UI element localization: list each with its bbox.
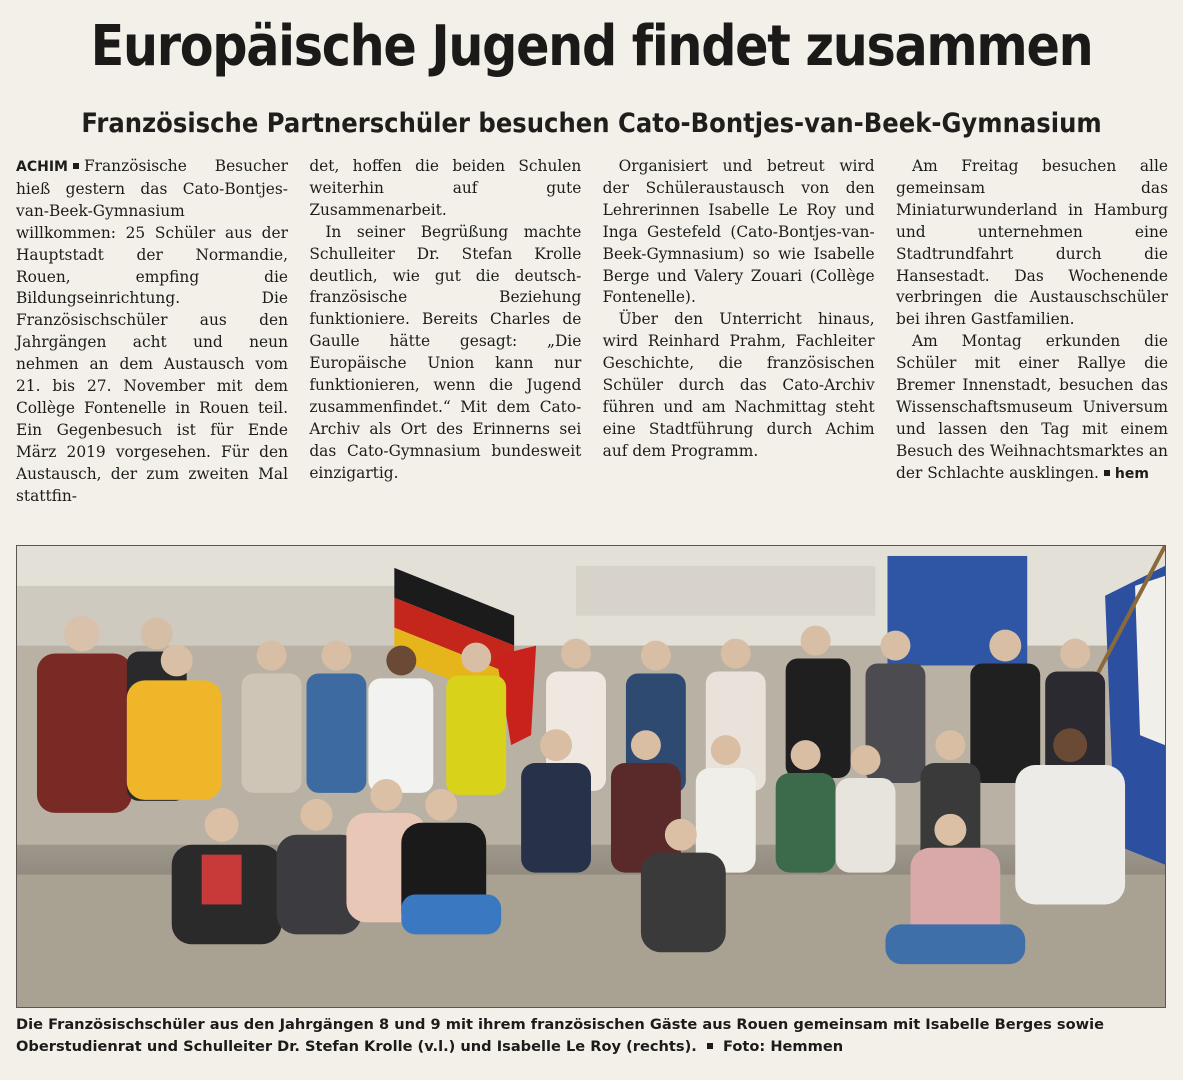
subheadline: Französische Partnerschüler besuchen Cato-Bontjes-van-Beek-Gymnasium (81, 108, 1102, 139)
headline: Europäische Jugend findet zusammen (90, 14, 1093, 79)
bullet-square-icon (707, 1043, 713, 1049)
paragraph: Am Freitag besuchen alle gemeinsam das Miniaturwunderland in Hamburg und unternehmen eine Stadtrundfahrt durch die Hansestadt. Das Wochenende verbringen die Austauschschüler bei ihren Gastfamilien. (895, 157, 1168, 329)
paragraph: Über den Unterricht hinaus, wird Reinhard Prahm, Fachleiter Geschichte, die französischen Schüler durch das Cato-Archiv führen und am Nachmittag steht eine Stadtführung durch Achim auf dem Programm. (602, 310, 875, 460)
bullet-square-icon (73, 163, 79, 169)
ceiling-panel (576, 566, 875, 616)
article-column-2 (309, 156, 581, 528)
paragraph: In seiner Begrüßung machte Schulleiter Dr. Stefan Krolle deutlich, wie gut die deutsch-französische Beziehung funktioniere. Bereits Charles de Gaulle hätte gesagt: „Die Europäische Union kann nur funktionieren, wenn die Jugend zusammenfindet.“ Mit dem Cato-Archiv als Ort des Erinnerns sei das Cato-Gymnasium bundesweit einzigartig. (309, 222, 582, 482)
bullet-square-icon (1104, 470, 1110, 476)
group-photo (16, 545, 1166, 1008)
paragraph: Am Montag erkunden die Schüler mit einer Rallye die Bremer Innenstadt, besuchen das Wissenschaftsmuseum Universum und lassen den Tag mit einem Besuch des Weihnachtsmarktes an der Schlachte ausklingen. (895, 332, 1168, 482)
article-column-1 (16, 156, 288, 528)
photo-credit: Foto: Hemmen (723, 1038, 844, 1055)
author-initials: hem (1114, 465, 1149, 482)
paragraph: det, hoffen die beiden Schulen weiterhin auf gute Zusammenarbeit. (309, 157, 582, 219)
paragraph: Französische Besucher hieß gestern das Cato-Bontjes-van-Beek-Gymnasium willkommen: 25 Schüler aus der Hauptstadt der Normandie, Rouen, empfing die Bildungseinrichtung. Die Französischschüler aus den Jahrgängen acht und neun nehmen an dem Austausch vom 21. bis 27. November mit dem Collège Fontenelle in Rouen teil. Ein Gegenbesuch ist für Ende März 2019 vorgesehen. Für den Austausch, der zum zweiten Mal stattfin- (16, 157, 288, 505)
photo-caption (16, 1014, 1166, 1058)
article-body (16, 156, 1168, 528)
dateline: ACHIM (16, 159, 68, 175)
article-column-3 (603, 156, 875, 528)
paragraph: Organisiert und betreut wird der Schüleraustausch von den Lehrerinnen Isabelle Le Roy und Inga Gestefeld (Cato-Bontjes-van-Beek-Gymnasium) so wie Isabelle Berge und Valery Zouari (Collège Fontenelle). (602, 157, 875, 307)
caption-text: Die Französischschüler aus den Jahrgängen 8 und 9 mit ihrem französischen Gäste aus Rouen gemeinsam mit Isabelle Berges sowie Oberstudienrat und Schulleiter Dr. Stefan Krolle (v.l.) und Isabelle Le Roy (rechts). (16, 1016, 1105, 1055)
group-photo-illustration (17, 546, 1165, 1007)
article-column-4 (896, 156, 1168, 528)
